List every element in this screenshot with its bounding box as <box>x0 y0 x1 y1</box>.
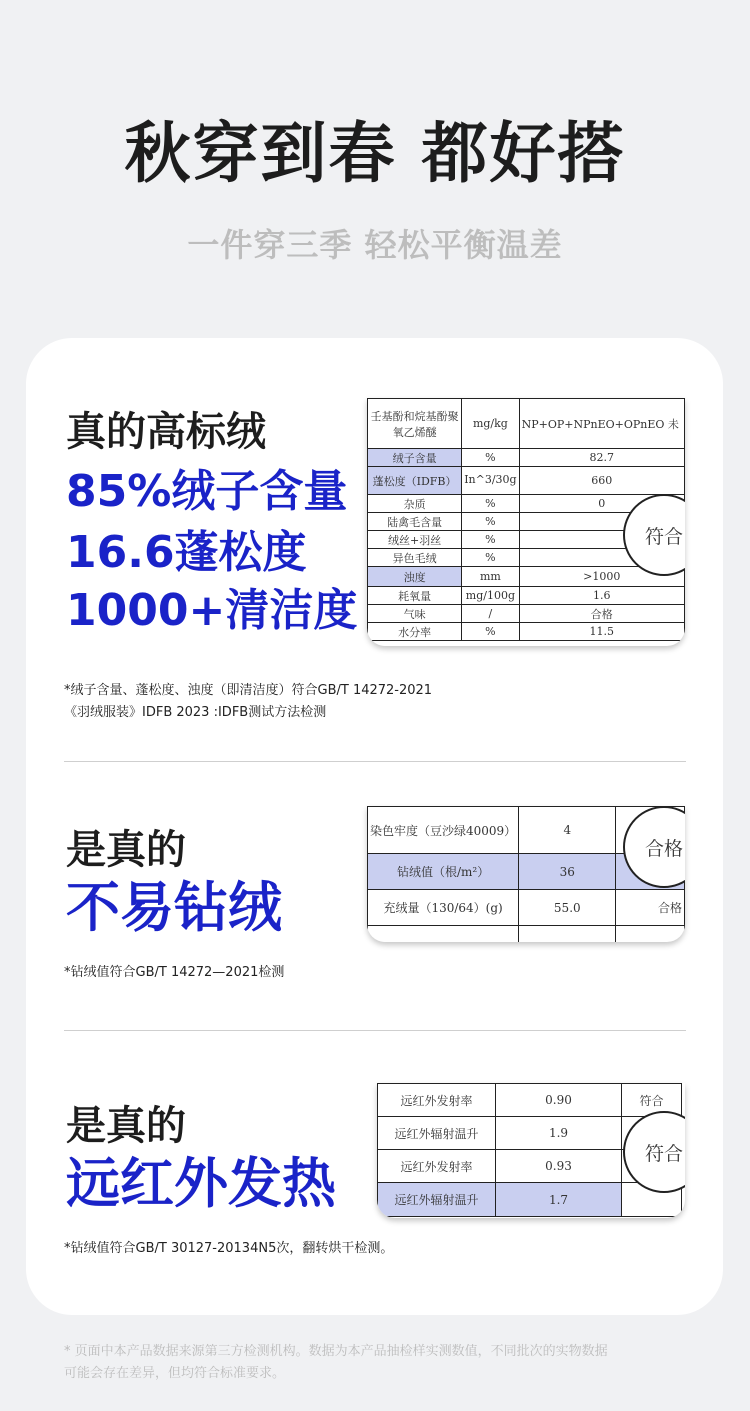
report-cell <box>368 926 519 943</box>
report-cell: 合格 <box>616 890 685 926</box>
section1-highlight-3: 1000+清洁度 <box>66 585 358 636</box>
spec-card <box>26 338 723 1315</box>
note-line: *钻绒值符合GB/T 14272—2021检测 <box>64 965 285 980</box>
report-cell: >1000 <box>519 567 684 587</box>
report-cell: 1.6 <box>519 587 684 605</box>
report-cell: 合格 <box>519 605 684 623</box>
report-cell: 0.93 <box>496 1150 622 1183</box>
report-cell: 绒丝+羽丝 <box>368 531 462 549</box>
report-cell: 充绒量（130/64）(g) <box>368 890 519 926</box>
report-cell: 1.7 <box>496 1183 622 1217</box>
section1-note <box>64 680 432 724</box>
section3-title: 是真的 <box>66 1103 186 1149</box>
report-cell: 55.0 <box>519 890 616 926</box>
section-divider <box>64 761 686 762</box>
report-cell: % <box>462 495 519 513</box>
report-cell: 远红外辐射温升 <box>378 1183 496 1217</box>
section2-title: 是真的 <box>66 827 186 873</box>
page-footer-disclaimer <box>64 1341 704 1385</box>
section1-test-report <box>367 398 685 646</box>
page-headline: 秋穿到春 都好搭 <box>124 115 626 192</box>
section2-note <box>64 962 284 984</box>
report-cell: 水分率 <box>368 623 462 641</box>
footer-line: * 页面中本产品数据来源第三方检测机构。数据为本产品抽检样实测数值，不同批次的实物数据 <box>64 1344 608 1359</box>
magnifier-badge: 符合 <box>623 494 685 576</box>
section-divider <box>64 1030 686 1031</box>
report-header-cell: 壬基酚和烷基酚聚氧乙烯醚 <box>368 399 462 449</box>
report-cell <box>616 926 685 943</box>
report-header-cell: NP+OP+NPnEO+OPnEO 未 <box>519 399 684 449</box>
section3-test-report <box>377 1083 685 1218</box>
report-cell: 气味 <box>368 605 462 623</box>
report-cell: 陆禽毛含量 <box>368 513 462 531</box>
report-cell: % <box>462 549 519 567</box>
report-cell: 浊度 <box>368 567 462 587</box>
section2-test-report <box>367 806 685 942</box>
report-cell: 36 <box>519 854 616 890</box>
report-cell: mg/100g <box>462 587 519 605</box>
section2-highlight: 不易钻绒 <box>66 876 282 939</box>
section3-note <box>64 1238 393 1260</box>
report-cell: 异色毛绒 <box>368 549 462 567</box>
report-cell: % <box>462 531 519 549</box>
section3-highlight: 远红外发热 <box>66 1152 336 1215</box>
note-line: *绒子含量、蓬松度、浊度（即清洁度）符合GB/T 14272-2021 <box>64 683 433 698</box>
report-cell: 染色牢度（豆沙绿40009） <box>368 807 519 854</box>
report-cell: 远红外辐射温升 <box>378 1117 496 1150</box>
report-cell: 符合 <box>622 1084 682 1117</box>
report-cell: mm <box>462 567 519 587</box>
report-cell: 0.90 <box>496 1084 622 1117</box>
report-cell: 11.5 <box>519 623 684 641</box>
report-cell: % <box>462 623 519 641</box>
report-cell: 耗氧量 <box>368 587 462 605</box>
report-cell: 82.7 <box>519 449 684 467</box>
section1-title: 真的高标绒 <box>66 409 266 455</box>
report-cell: 660 <box>519 467 684 495</box>
report-cell: 绒子含量 <box>368 449 462 467</box>
section1-highlight-1: 85%绒子含量 <box>66 466 348 517</box>
report-cell: 4 <box>519 807 616 854</box>
report-cell: 0 <box>519 495 684 513</box>
report-cell: In^3/30g <box>462 467 519 495</box>
magnifier-badge: 符合 <box>623 1111 685 1193</box>
report-cell: 钻绒值（根/m²） <box>368 854 519 890</box>
report-cell: 杂质 <box>368 495 462 513</box>
report-cell: 1.9 <box>496 1117 622 1150</box>
report-cell: 远红外发射率 <box>378 1150 496 1183</box>
report-cell: % <box>462 449 519 467</box>
note-line: 《羽绒服装》IDFB 2023 :IDFB测试方法检测 <box>64 705 327 721</box>
page-subheadline: 一件穿三季 轻松平衡温差 <box>187 226 563 264</box>
report-cell: 蓬松度（IDFB） <box>368 467 462 495</box>
report-cell: 远红外发射率 <box>378 1084 496 1117</box>
report-cell: % <box>462 513 519 531</box>
report-cell: / <box>462 605 519 623</box>
report-header-cell: mg/kg <box>462 399 519 449</box>
note-line: *钻绒值符合GB/T 30127-20134N5次，翻转烘干检测。 <box>64 1241 394 1256</box>
report-cell <box>519 926 616 943</box>
footer-line: 可能会存在差异，但均符合标准要求。 <box>64 1366 286 1382</box>
magnifier-badge: 合格 <box>623 806 685 888</box>
section1-highlight-2: 16.6蓬松度 <box>66 527 307 578</box>
